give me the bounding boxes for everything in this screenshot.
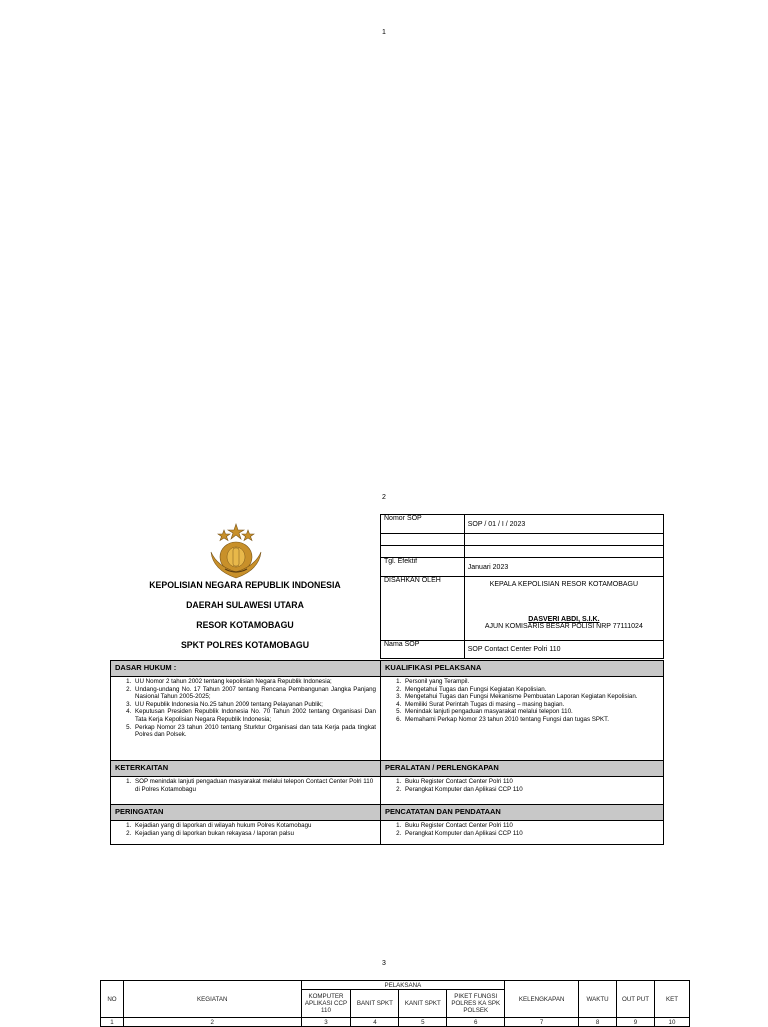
list-item: 3. Mengetahui Tugas dan Fungsi Mekanisme Pembuatan Laporan Kegiatan Kepolisian. (403, 693, 659, 701)
pencatatan-section (380, 804, 664, 845)
disahkan-oleh-cell (464, 577, 663, 641)
col-piket: PIKET FUNGSI POLRES KA SPK POLSEK (447, 990, 505, 1018)
signature-space (468, 588, 660, 616)
page-number-3: 3 (382, 960, 386, 967)
pencatatan-list (381, 821, 663, 837)
empty-cell (381, 534, 465, 546)
kualifikasi-pelaksana-list (381, 677, 663, 724)
col-waktu: WAKTU (579, 981, 617, 1018)
list-item: 4. Keputusan Presiden Republik Indonesia No. 70 Tahun 2002 tentang Organisasi Dan Tata Kerja Kepolisian Negara Republik Indonesia; (133, 708, 376, 723)
col-number: 6 (447, 1018, 505, 1027)
nomor-sop-value: SOP / 01 / I / 2023 (464, 515, 663, 534)
tgl-efektif-label: Tgl. Efektif (381, 558, 465, 577)
tgl-efektif-value: Januari 2023 (464, 558, 663, 577)
peringatan-section (110, 804, 381, 845)
disahkan-oleh-value: KEPALA KEPOLISIAN RESOR KOTAMOBAGU (489, 581, 639, 588)
empty-cell (464, 534, 663, 546)
col-kelengkapan: KELENGKAPAN (505, 981, 579, 1018)
peralatan-section (380, 760, 664, 805)
col-kegiatan: KEGIATAN (123, 981, 301, 1018)
col-number: 4 (351, 1018, 399, 1027)
nama-sop-label: Nama SOP (381, 641, 465, 659)
list-item: 1. SOP menindak lanjuti pengaduan masyarakat melalui telepon Contact Center Polri 110 di Polres Kotamobagu (133, 778, 376, 793)
col-number: 2 (123, 1018, 301, 1027)
col-kanit: KANIT SPKT (399, 990, 447, 1018)
keterkaitan-section (110, 760, 381, 805)
list-item: 5. Perkap Nomor 23 tahun 2010 tentang Sturktur Organisasi dan tata Kerja pada tingkat Polres dan Polsek. (133, 724, 376, 739)
empty-cell (381, 546, 465, 558)
col-number: 10 (654, 1018, 689, 1027)
col-pelaksana: PELAKSANA (301, 981, 505, 990)
list-item: 2. Mengetahui Tugas dan Fungsi Kegiatan Kepolisian. (403, 686, 659, 694)
col-number: 3 (301, 1018, 351, 1027)
empty-cell (464, 546, 663, 558)
peralatan-title: PERALATAN / PERLENGKAPAN (381, 761, 663, 777)
signatory-rank: AJUN KOMISARIS BESAR POLISI NRP 77111024 (484, 623, 643, 630)
disahkan-oleh-label: DISAHKAN OLEH (381, 577, 465, 641)
list-item: 2. Perangkat Komputer dan Aplikasi CCP 110 (403, 786, 659, 794)
list-item: 2. Kejadian yang di laporkan bukan rekayasa / laporan palsu (133, 830, 376, 838)
list-item: 2. Undang-undang No. 17 Tahun 2007 tentang Rencana Pembangunan Jangka Panjang Nasional Tahun 2005-2025; (133, 686, 376, 701)
col-number: 1 (101, 1018, 124, 1027)
list-item: 4. Memiliki Surat Perintah Tugas di masing – masing bagian. (403, 701, 659, 709)
dasar-hukum-list (111, 677, 380, 739)
col-number: 7 (505, 1018, 579, 1027)
kualifikasi-pelaksana-title: KUALIFIKASI PELAKSANA (381, 661, 663, 677)
institution-line-1: KEPOLISIAN NEGARA REPUBLIK INDONESIA (149, 580, 341, 591)
col-number: 8 (579, 1018, 617, 1027)
col-no: NO (101, 981, 124, 1018)
col-komputer: KOMPUTER APLIKASI CCP 110 (301, 990, 351, 1018)
list-item: 1. Buku Register Contact Center Polri 110 (403, 778, 659, 786)
page-number-1: 1 (382, 29, 386, 36)
sop-info-table (380, 514, 664, 659)
nomor-sop-label: Nomor SOP (381, 515, 465, 534)
col-ket: KET (654, 981, 689, 1018)
col-number: 9 (617, 1018, 655, 1027)
page-number-2: 2 (382, 494, 386, 501)
list-item: 6. Memahami Perkap Nomor 23 tahun 2010 tentang Fungsi dan tugas SPKT. (403, 716, 659, 724)
keterkaitan-title: KETERKAITAN (111, 761, 380, 777)
col-banit: BANIT SPKT (351, 990, 399, 1018)
kualifikasi-pelaksana-section (380, 660, 664, 761)
list-item: 1. Personil yang Terampil. (403, 678, 659, 686)
list-item: 5. Menindak lanjuti pengaduan masyarakat melalui telepon 110. (403, 708, 659, 716)
list-item: 1. Buku Register Contact Center Polri 110 (403, 822, 659, 830)
institution-line-3: RESOR KOTAMOBAGU (196, 620, 294, 631)
procedure-table (100, 980, 690, 1027)
institution-line-4: SPKT POLRES KOTAMOBAGU (180, 640, 310, 651)
list-item: 1. Kejadian yang di laporkan di wilayah hukum Polres Kotamobagu (133, 822, 376, 830)
dasar-hukum-title: DASAR HUKUM : (111, 661, 380, 677)
peringatan-title: PERINGATAN (111, 805, 380, 821)
list-item: 3. UU Republik Indonesia No.25 tahun 2009 tentang Pelayanan Publik; (133, 701, 376, 709)
pencatatan-title: PENCATATAN DAN PENDATAAN (381, 805, 663, 821)
peringatan-list (111, 821, 380, 837)
dasar-hukum-section (110, 660, 381, 761)
signatory-name: DASVERI ABDI, S.I.K. (528, 616, 600, 623)
list-item: 2. Perangkat Komputer dan Aplikasi CCP 110 (403, 830, 659, 838)
police-emblem-logo (205, 522, 267, 580)
institution-line-2: DAERAH SULAWESI UTARA (186, 600, 304, 611)
peralatan-list (381, 777, 663, 793)
col-output: OUT PUT (617, 981, 655, 1018)
col-number: 5 (399, 1018, 447, 1027)
list-item: 1. UU Nomor 2 tahun 2002 tentang kepolisian Negara Republik Indonesia; (133, 678, 376, 686)
keterkaitan-list (111, 777, 380, 793)
nama-sop-value: SOP Contact Center Polri 110 (464, 641, 663, 659)
procedure-table-clip (100, 980, 679, 1026)
